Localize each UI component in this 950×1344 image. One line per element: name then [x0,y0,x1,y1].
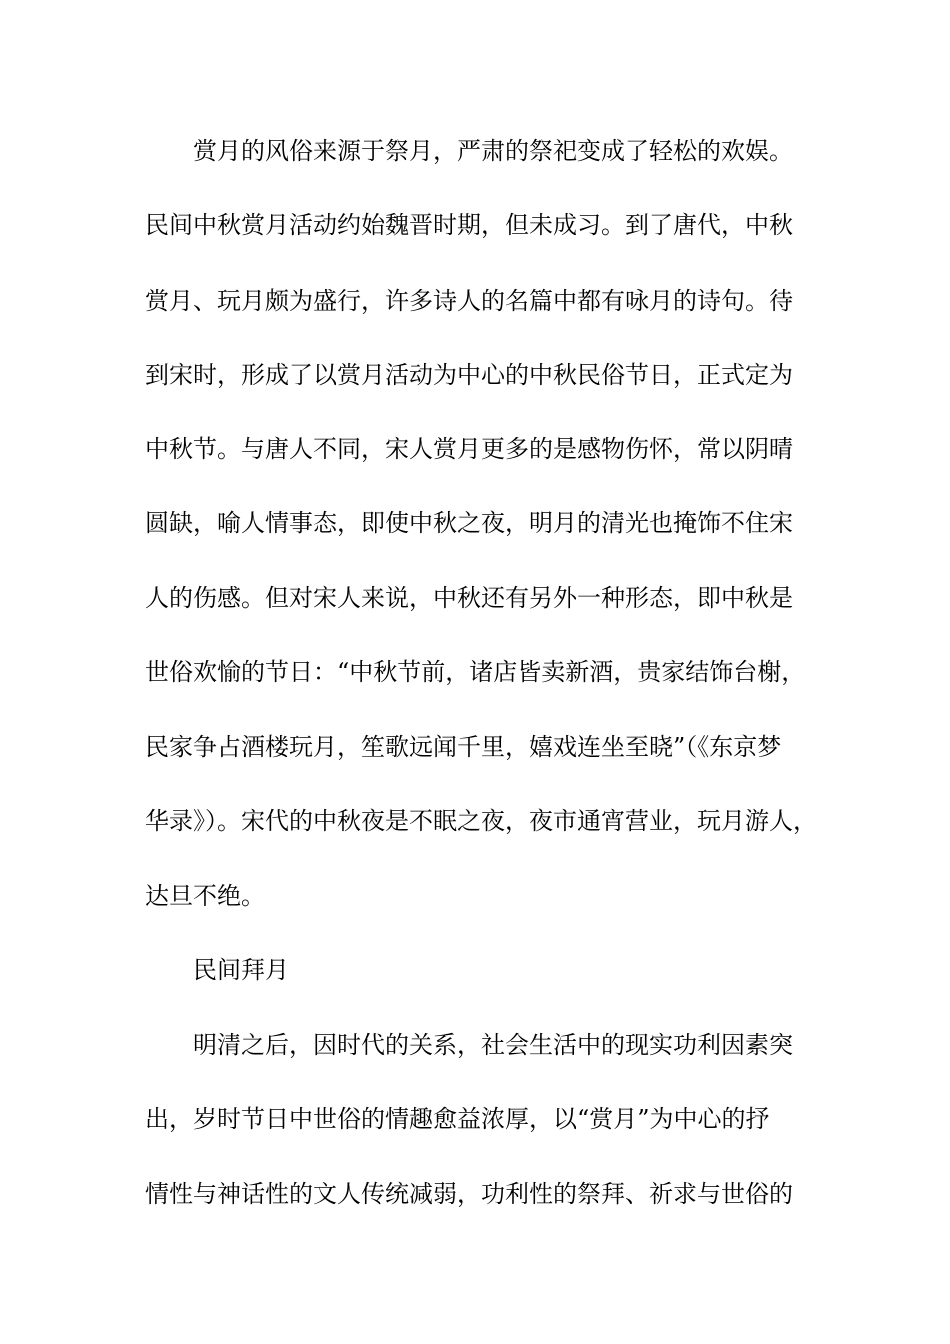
paragraph-line: 世俗欢愉的节日：“中秋节前，诸店皆卖新酒，贵家结饰台榭， [145,658,806,686]
paragraph-line: 出，岁时节日中世俗的情趣愈益浓厚，以“赏月”为中心的抒 [145,1105,770,1133]
section-heading: 民间拜月 [193,956,289,984]
paragraph-line: 中秋节。与唐人不同，宋人赏月更多的是感物伤怀，常以阴晴 [145,435,793,463]
paragraph-line: 赏月、玩月颇为盛行，许多诗人的名篇中都有咏月的诗句。待 [145,287,793,315]
paragraph-line: 华录》）。宋代的中秋夜是不眠之夜，夜市通宵营业，玩月游人， [145,807,817,835]
paragraph-line: 明清之后，因时代的关系，社会生活中的现实功利因素突 [193,1031,793,1059]
paragraph-line: 人的伤感。但对宋人来说，中秋还有另外一种形态，即中秋是 [145,584,793,612]
paragraph-line: 到宋时，形成了以赏月活动为中心的中秋民俗节日，正式定为 [145,361,793,389]
paragraph-line: 圆缺，喻人情事态，即使中秋之夜，明月的清光也掩饰不住宋 [145,509,793,537]
paragraph-line: 赏月的风俗来源于祭月，严肃的祭祀变成了轻松的欢娱。 [193,137,793,165]
paragraph-line: 情性与神话性的文人传统减弱，功利性的祭拜、祈求与世俗的 [145,1180,793,1208]
paragraph-line: 民家争占酒楼玩月，笙歌远闻千里，嬉戏连坐至晓”（《东京梦 [145,733,782,761]
paragraph-line: 民间中秋赏月活动约始魏晋时期，但未成习。到了唐代，中秋 [145,211,793,239]
paragraph-line: 达旦不绝。 [145,882,265,910]
